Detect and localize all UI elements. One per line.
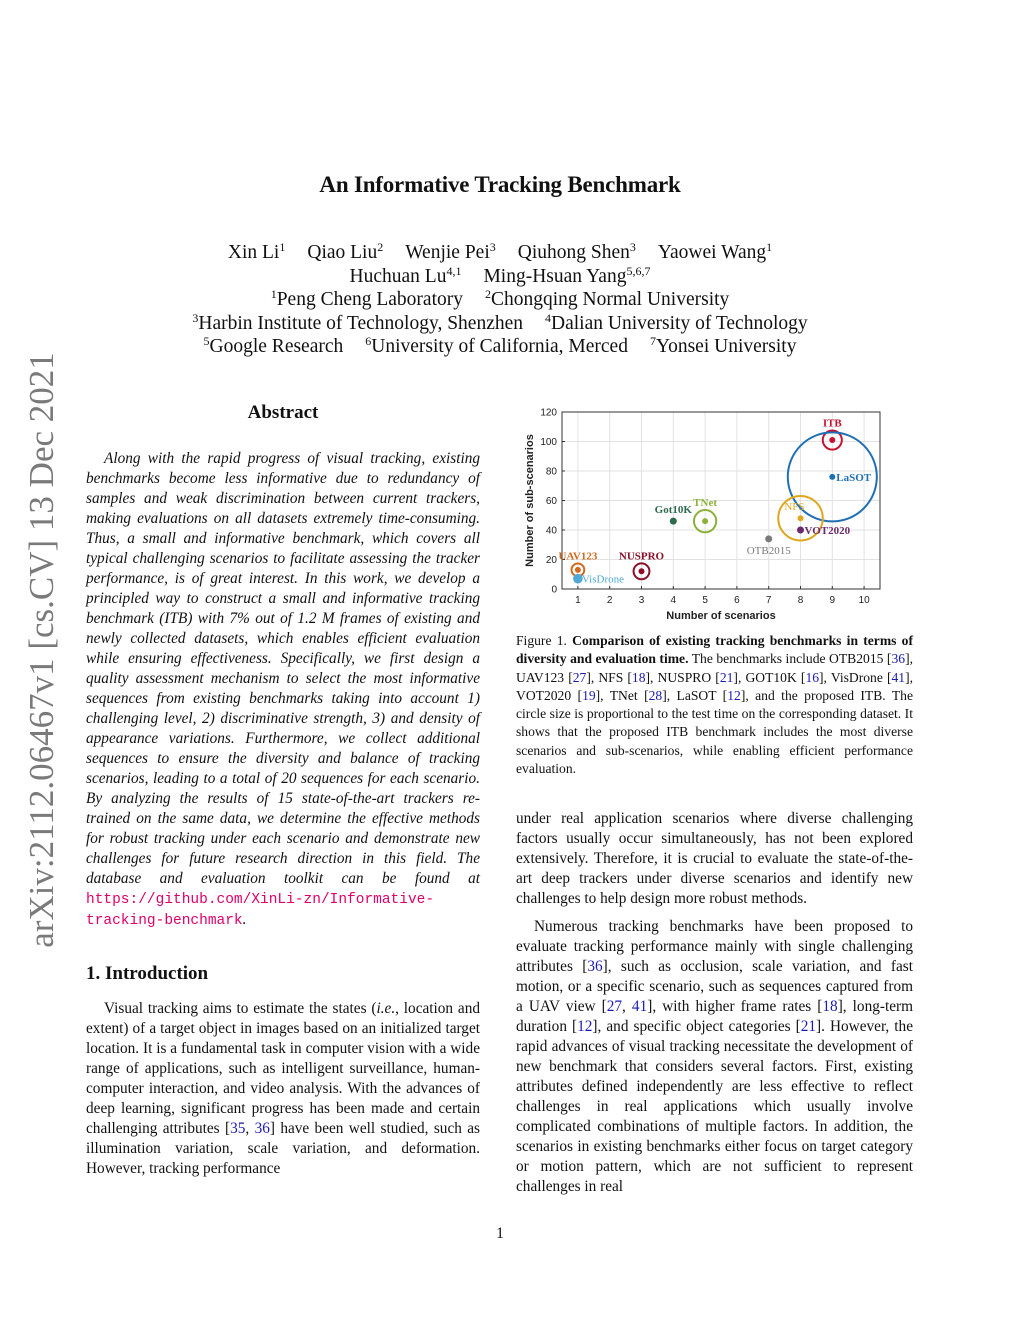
benchmark-label: ITB	[822, 417, 842, 430]
benchmark-label: NFS	[784, 501, 805, 514]
citation-link[interactable]: 41	[631, 998, 648, 1015]
author-name-text: Yaowei Wang	[657, 242, 767, 263]
toolkit-link[interactable]: https://github.com/XinLi-zn/Informative-tracking-benchmark	[86, 892, 435, 929]
author-names-line-1	[0, 241, 1000, 265]
citation-link[interactable]: 27	[572, 669, 587, 685]
text-run: Visual tracking aims to estimate the states (	[104, 1000, 377, 1017]
right-column-text	[516, 809, 913, 1205]
affiliation-marker: 6	[365, 334, 372, 348]
benchmark-comparison-chart	[520, 402, 916, 624]
x-tick-label: 4	[670, 595, 677, 606]
text-run: under real application scenarios where diverse challenging factors usually occur simultaneously, has not been explored extensively. Therefore, it is crucial to evaluate the state-of-the-art deep trackers under diverse scenarios and identify new challenges to help design more robust methods.	[516, 810, 913, 907]
author-name	[405, 242, 496, 263]
citation-link[interactable]: 12	[727, 687, 741, 703]
text-run: ]. However, the rapid advances of visual tracking necessitate the development of new benchmark that considers several factors. First, existing attributes defined independently are less effective to reflect challenges in real applications which usually involve complicated combinations of multiple factors. In addition, the scenarios in existing benchmarks either focus on target category or motion pattern, which are not sufficient to represent challenges in real	[516, 1018, 913, 1195]
benchmark-label: VOT2020	[804, 525, 851, 537]
text-run: ], and specific object categories [	[592, 1018, 801, 1035]
page-number: 1	[496, 1225, 504, 1242]
y-tick-label: 120	[540, 407, 557, 419]
citation-link[interactable]: 18	[631, 669, 646, 685]
intro-paragraph-2	[516, 809, 913, 909]
text-run: ,	[622, 998, 632, 1015]
author-name-text: Qiao Liu	[307, 242, 378, 263]
citation-link[interactable]: 12	[577, 1018, 593, 1035]
x-tick-label: 1	[575, 595, 581, 606]
author-name	[349, 263, 462, 287]
author-name-text: Qiuhong Shen	[517, 242, 630, 263]
y-tick-label: 20	[545, 555, 557, 566]
citation-link[interactable]: 27	[606, 998, 623, 1015]
benchmark-label: OTB2015	[746, 544, 791, 557]
text-run: Figure 1.	[516, 633, 573, 648]
affiliation-marker: 3	[629, 240, 636, 254]
citation-link[interactable]: 36	[891, 651, 906, 667]
author-name-text: Huchuan Lu	[349, 265, 447, 287]
citation-link[interactable]: 28	[648, 687, 663, 703]
arxiv-identifier-stamp: arXiv:2112.06467v1 [cs.CV] 13 Dec 2021	[22, 352, 61, 948]
author-name	[228, 242, 285, 263]
text-run: Comparison of existing tracking benchmarks in terms of diversity and evaluation time.	[516, 633, 913, 667]
affiliation-marker: 1	[270, 287, 277, 301]
affiliation-name: Harbin Institute of Technology, Shenzhen	[198, 312, 524, 334]
affiliation-name: Peng Cheng Laboratory	[276, 289, 463, 310]
affiliations-line-3	[0, 335, 1000, 359]
benchmark-point	[798, 515, 804, 521]
abstract-text	[86, 449, 480, 931]
affiliation	[271, 289, 463, 310]
x-tick-label: 2	[606, 595, 613, 606]
citation-link[interactable]: 41	[891, 669, 906, 685]
benchmark-label: UAV123	[558, 550, 598, 563]
figure-1-caption	[516, 632, 913, 778]
y-tick-label: 40	[545, 525, 557, 537]
scatter-plot-svg	[520, 402, 916, 624]
section-heading-introduction: 1. Introduction	[86, 963, 209, 984]
author-name-text: Ming-Hsuan Yang	[483, 265, 627, 287]
abstract-body: Along with the rapid progress of visual tracking, existing benchmarks become less informative due to redundancy of samples and weak discrimination between current trackers, making evaluations on all datasets extremely time-consuming. Thus, a small and informative benchmark, which covers all typical challenging scenarios to facilitate assessing the tracker performance, is of great interest. In this work, we develop a principled way to construct a small and informative tracking benchmark (ITB) with 7% out of 1.2 M frames of existing and newly collected datasets, which enables efficient evaluation while ensuring effectiveness. Specifically, we first design a quality assessment mechanism to select the most informative sequences from existing benchmarks taking into account 1) challenging level, 2) discriminative strength, 3) and density of appearance variations. Furthermore, we collect additional sequences to ensure the diversity and balance of tracking scenarios, leading to a total of 20 sequences for each scenario. By analyzing the results of 15 state-of-the-art trackers re-trained on the same data, we determine the effective methods for robust tracking under each scenario and demonstrate new challenges for future research direction in this field. The database and evaluation toolkit can be found at	[86, 450, 480, 887]
benchmark-label: Got10K	[654, 504, 692, 517]
x-tick-label: 5	[702, 595, 708, 606]
y-tick-label: 0	[551, 584, 557, 596]
authors-block	[0, 241, 1000, 359]
text-run: ], LaSOT [	[662, 687, 728, 703]
affiliation-marker: 1	[279, 240, 286, 254]
x-tick-label: 8	[797, 595, 804, 606]
benchmark-point	[797, 527, 804, 534]
benchmark-label: VisDrone	[581, 573, 625, 586]
affiliation	[485, 289, 729, 310]
x-tick-label: 7	[765, 595, 772, 606]
y-tick-label: 80	[545, 466, 557, 478]
author-name	[307, 242, 383, 263]
affiliation-marker: 1	[766, 240, 773, 254]
text-run: ], VOT2020 [	[516, 669, 914, 703]
affiliation-name: Dalian University of Technology	[551, 312, 808, 334]
text-run: Numerous tracking benchmarks have been proposed to evaluate tracking performance mainly with single challenging attributes [	[516, 918, 913, 975]
text-run: , location and extent) of a target object in images based on an initialized target location. It is a fundamental task in computer vision with a wide range of applications, such as intelligent surveillance, human-computer interaction, and video analysis. With the advances of deep learning, significant progress has been made and certain challenging attributes [	[86, 1000, 480, 1137]
y-axis-label: Number of sub-scenarios	[524, 434, 536, 567]
citation-link[interactable]: 21	[800, 1018, 817, 1035]
text-run: i.e.	[376, 1000, 396, 1017]
text-run: ], TNet [	[595, 687, 649, 703]
affiliation-marker: 5	[203, 334, 210, 348]
affiliation-marker: 2	[484, 287, 491, 301]
text-run: The benchmarks include OTB2015 [	[688, 651, 892, 667]
text-run: ], and the proposed ITB. The circle size is proportional to the test time on the corresponding dataset. It shows that the proposed ITB benchmark includes the most diverse scenarios and sub-scenarios, while enabling efficient performance evaluation.	[516, 687, 913, 777]
benchmark-point	[702, 518, 708, 524]
author-name	[483, 263, 651, 287]
author-names-line-2	[0, 265, 1000, 289]
affiliation-marker: 4	[545, 310, 552, 325]
benchmark-point	[575, 567, 581, 573]
benchmark-point	[765, 535, 772, 542]
affiliation	[650, 336, 797, 357]
benchmark-point	[575, 576, 581, 582]
text-run: ], such as occlusion, scale variation, and fast motion, or a specific scenario, such as sequences captured from a UAV view [	[516, 958, 913, 1015]
text-run: ], NUSPRO [	[645, 669, 720, 685]
affiliation-marker: 3	[192, 310, 199, 325]
affiliation	[365, 336, 628, 357]
text-run: ], VisDrone [	[819, 669, 892, 685]
affiliation-name: Chongqing Normal University	[490, 289, 730, 310]
benchmark-point	[829, 437, 835, 443]
intro-paragraph-3	[516, 917, 913, 1197]
author-name	[518, 242, 636, 263]
affiliation	[204, 336, 344, 357]
x-tick-label: 9	[829, 595, 836, 606]
citation-link[interactable]: 18	[822, 998, 838, 1015]
affiliations-line-2	[0, 312, 1000, 336]
affiliation-name: Yonsei University	[655, 336, 797, 357]
benchmark-point	[639, 568, 645, 574]
text-run: ,	[245, 1120, 255, 1137]
citation-link[interactable]: 36	[254, 1120, 270, 1137]
citation-link[interactable]: 16	[805, 669, 820, 685]
text-run: ], GOT10K [	[733, 669, 806, 685]
benchmark-label: LaSOT	[836, 471, 872, 484]
abstract-heading: Abstract	[247, 402, 319, 423]
citation-link[interactable]: 35	[230, 1120, 246, 1137]
x-tick-label: 10	[858, 595, 870, 606]
x-tick-label: 6	[734, 595, 740, 606]
affiliations-line-1	[0, 288, 1000, 312]
citation-link[interactable]: 19	[582, 687, 596, 703]
x-tick-label: 3	[638, 595, 645, 606]
benchmark-label: TNet	[693, 497, 718, 510]
author-name-text: Wenjie Pei	[405, 242, 490, 263]
affiliation-marker: 5,6,7	[626, 263, 651, 278]
text-run: ], long-term duration [	[516, 998, 913, 1035]
affiliation-marker: 4,1	[446, 263, 462, 278]
y-tick-label: 100	[540, 437, 557, 448]
benchmark-point	[829, 474, 835, 480]
benchmark-label: NUSPRO	[618, 550, 665, 563]
affiliation	[545, 310, 808, 334]
affiliation-marker: 3	[489, 240, 496, 254]
text-run: ], NFS [	[586, 669, 632, 685]
affiliation-name: Google Research	[209, 336, 344, 357]
author-name-text: Xin Li	[227, 242, 280, 263]
citation-link[interactable]: 36	[587, 958, 603, 975]
text-run: ], UAV123 [	[516, 651, 913, 685]
affiliation-marker: 7	[649, 334, 656, 348]
y-tick-label: 60	[545, 496, 557, 507]
citation-link[interactable]: 21	[719, 669, 734, 685]
affiliation-marker: 2	[377, 240, 384, 254]
x-axis-label: Number of scenarios	[666, 610, 776, 622]
text-run: ], with higher frame rates [	[647, 998, 823, 1015]
abstract-end: .	[242, 911, 247, 928]
affiliation-name: University of California, Merced	[371, 336, 628, 357]
paper-title: An Informative Tracking Benchmark	[319, 172, 681, 197]
intro-paragraph-1	[86, 999, 480, 1179]
benchmark-point	[670, 518, 677, 525]
author-name	[658, 242, 772, 263]
affiliation	[192, 310, 524, 334]
text-run: ] have been well studied, such as illumination variation, scale variation, and deformation. However, tracking performance	[86, 1120, 480, 1177]
left-column	[86, 402, 480, 1187]
